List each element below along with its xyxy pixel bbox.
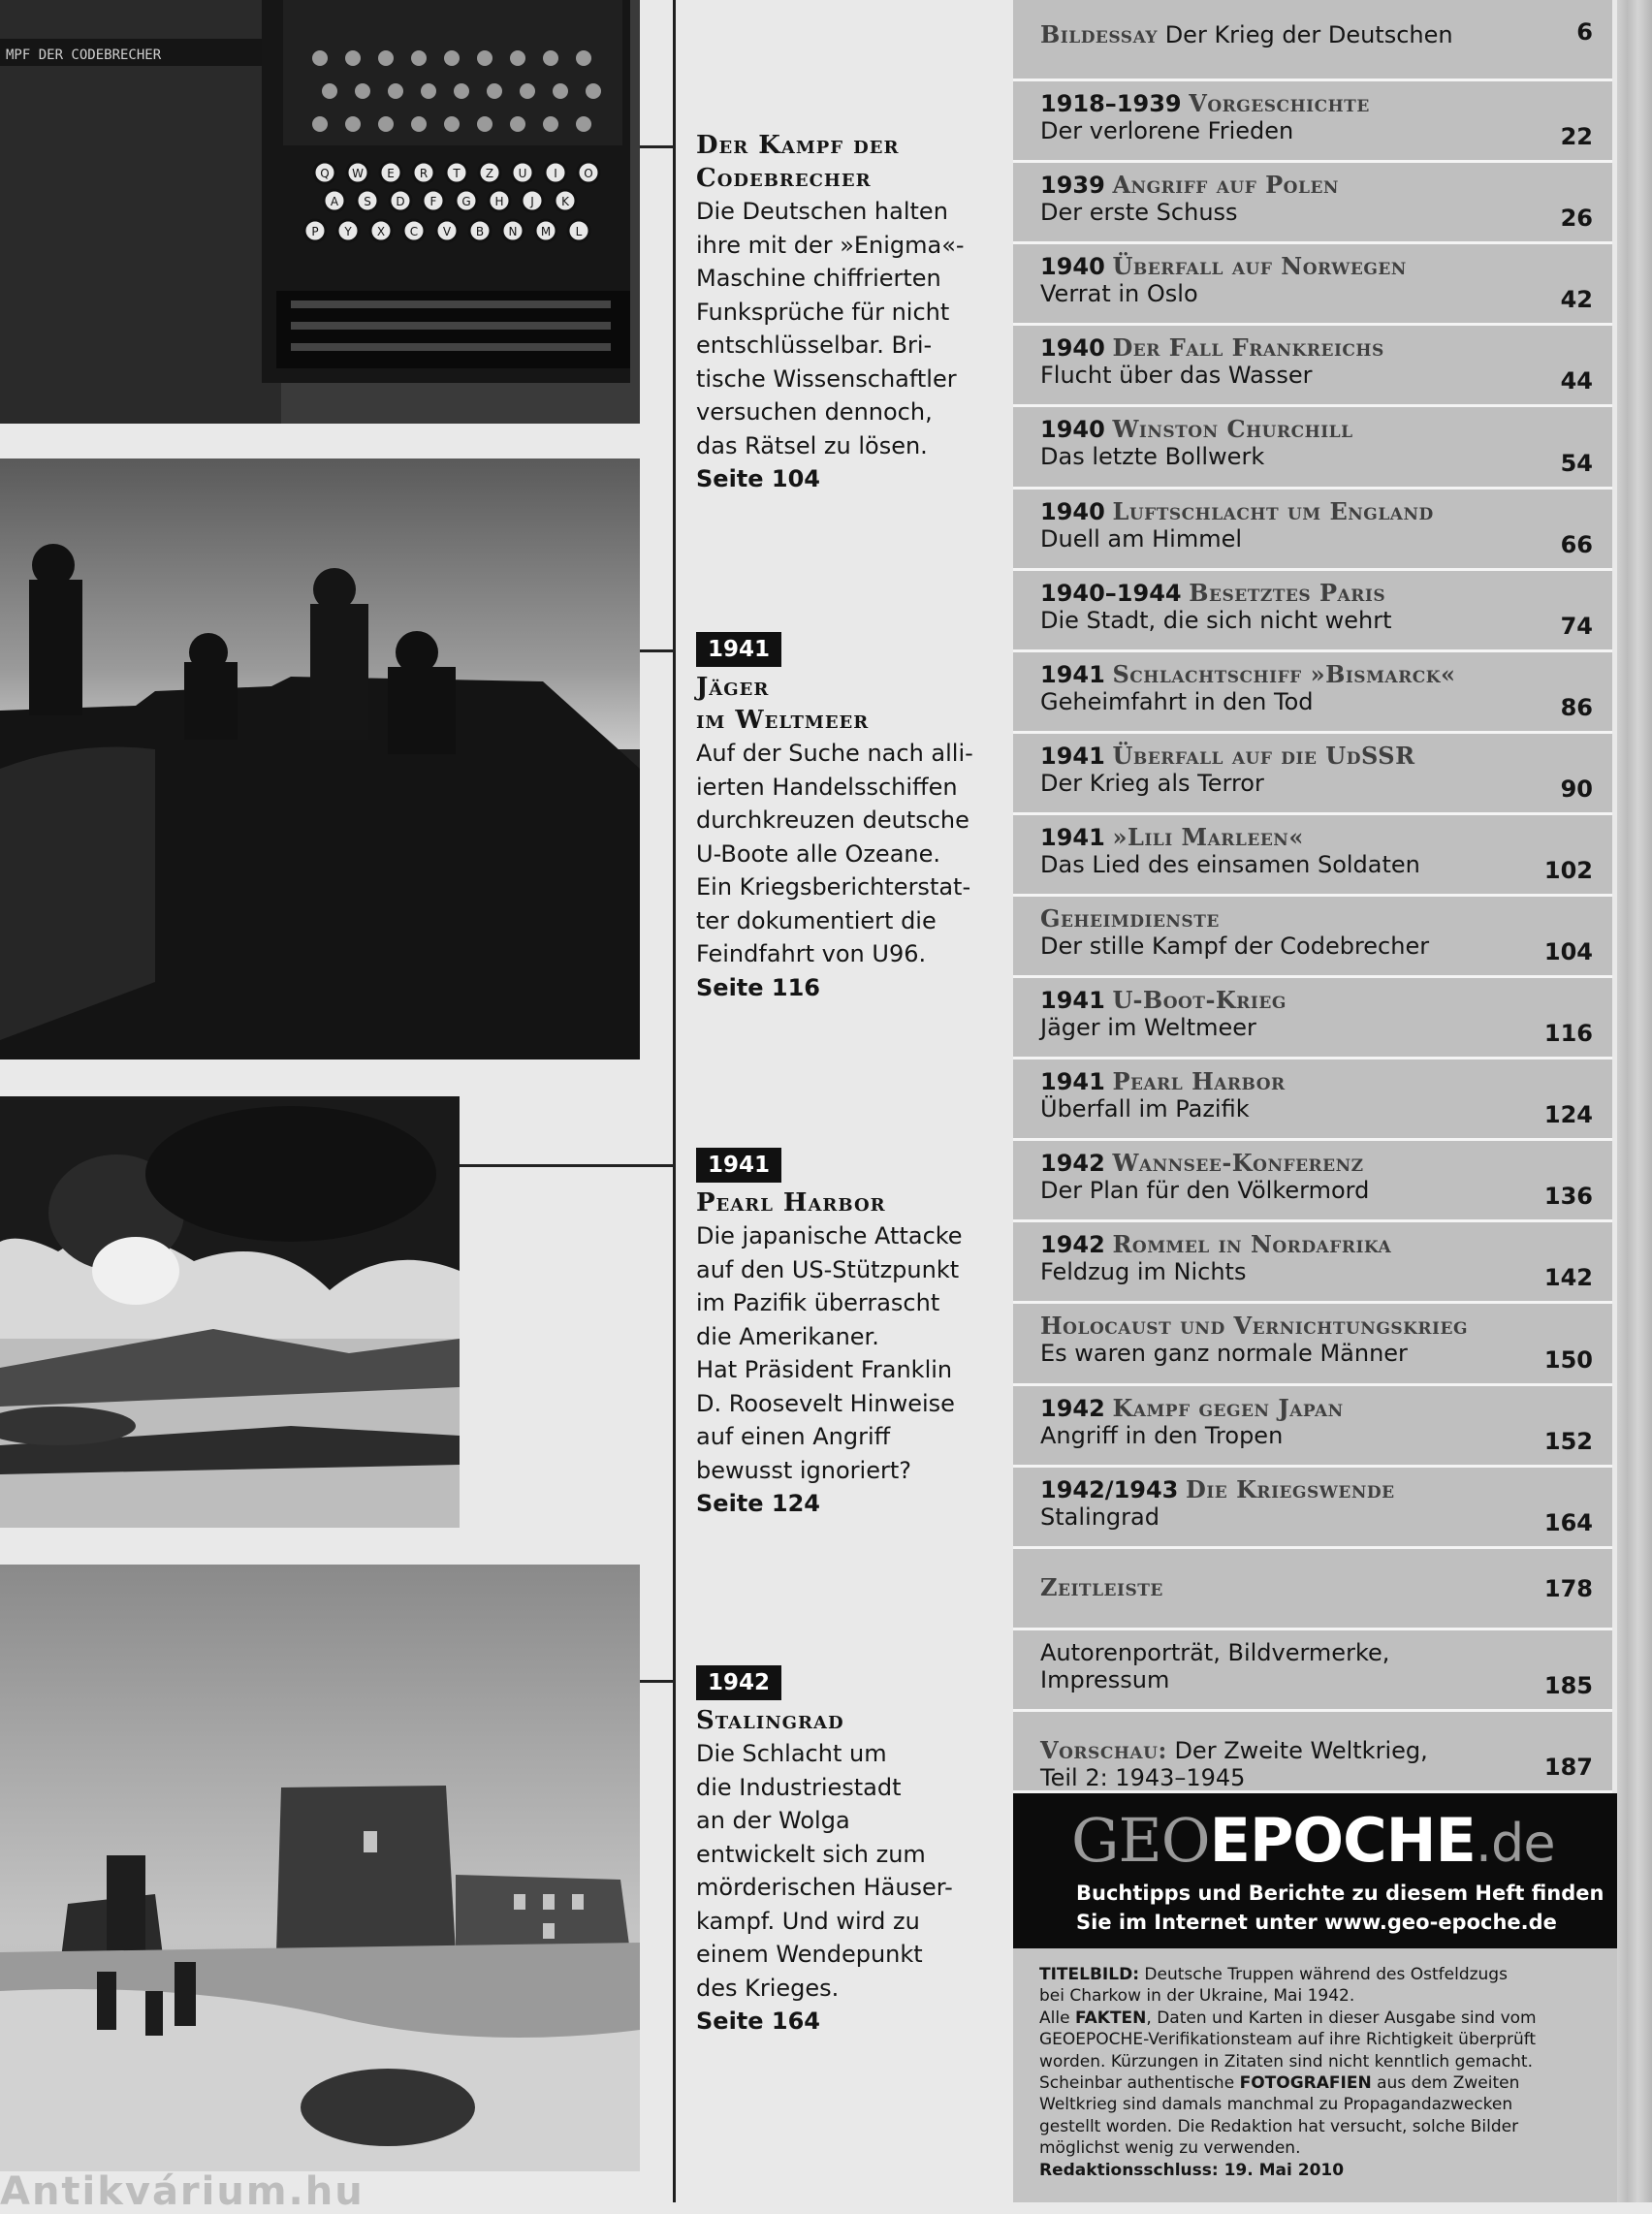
toc-subtitle: Jäger im Weltmeer	[1040, 1014, 1256, 1042]
enigma-key-label: K	[561, 195, 569, 208]
toc-topic: Besetztes Paris	[1189, 578, 1386, 607]
toc-subtitle: Der erste Schuss	[1040, 199, 1238, 227]
enigma-key-label: H	[494, 195, 504, 208]
enigma-key-label: N	[508, 225, 518, 238]
caption-year-badge: 1941	[696, 1148, 781, 1183]
enigma-key-label: Q	[320, 167, 330, 180]
enigma-lamp	[487, 83, 502, 99]
caption-year-badge: 1942	[696, 1665, 781, 1700]
toc-subtitle: Der stille Kampf der Codebrecher	[1040, 933, 1430, 960]
toc-topic: »Lili Marleen«	[1112, 822, 1304, 851]
titelbild-text: Deutsche Truppen während des Ostfeldzugs bei Charkow in der Ukraine, Mai 1942.	[1039, 1965, 1508, 2007]
caption-page-ref: Seite 116	[696, 973, 820, 1001]
enigma-key-label: G	[461, 195, 471, 208]
toc-topic: Geheimdienste	[1040, 904, 1220, 933]
caption-body: Die Schlacht um die Industriestadt an der Wolga entwickelt sich zum mörderischen Häuser- kampf. Und wird zu einem Wendepunkt des Krieges.	[696, 1740, 953, 2002]
caption-title: Pearl Harbor	[696, 1188, 886, 1218]
toc-entry	[1013, 1468, 1612, 1549]
enigma-lamp	[388, 83, 403, 99]
toc-year: 1918–1939	[1040, 90, 1182, 118]
caption-body: Auf der Suche nach alli- ierten Handelsschiffen durchkreuzen deutsche U-Boote alle Ozeane. Ein Kriegsberichterstat- ter dokumentiert die Feindfahrt von U96.	[696, 740, 973, 967]
enigma-key-label: Z	[485, 167, 494, 180]
caption-codebrecher	[696, 129, 977, 496]
connector-line	[640, 649, 675, 652]
enigma-lamp	[477, 50, 492, 66]
enigma-key-label: P	[311, 225, 319, 238]
toc-topic: Überfall auf die UdSSR	[1112, 741, 1415, 770]
table-edge	[1617, 0, 1652, 2202]
enigma-key-label: D	[396, 195, 405, 208]
toc-page-number: 54	[1560, 449, 1593, 477]
caption-page-ref: Seite 124	[696, 1490, 820, 1517]
toc-page-number: 164	[1543, 1508, 1593, 1536]
enigma-lamp	[312, 50, 328, 66]
enigma-lamp	[543, 50, 558, 66]
toc-entry	[1013, 1060, 1612, 1141]
toc-topic: Pearl Harbor	[1112, 1067, 1286, 1096]
toc-page-number: 187	[1543, 1753, 1593, 1781]
enigma-key-label: L	[575, 225, 583, 238]
toc-page-number: 86	[1560, 693, 1593, 721]
toc-subtitle: Stalingrad	[1040, 1502, 1160, 1531]
connector-line	[640, 145, 675, 148]
toc-topic: U-Boot-Krieg	[1112, 986, 1287, 1015]
toc-page-number: 185	[1543, 1671, 1593, 1699]
toc-subtitle: Angriff in den Tropen	[1040, 1421, 1284, 1449]
caption-body: Die japanische Attacke auf den US-Stützpunkt im Pazifik überrascht die Amerikaner. Hat Präsident Franklin D. Roosevelt Hinweise auf einen Angriff bewusst ignoriert?	[696, 1222, 963, 1484]
toc-subtitle: Es waren ganz normale Männer	[1040, 1340, 1408, 1368]
enigma-key-label: U	[518, 167, 527, 180]
toc-year: 1939	[1040, 172, 1105, 200]
toc-year: 1942	[1040, 1150, 1105, 1178]
toc-entry	[1013, 244, 1612, 326]
enigma-lamp	[444, 50, 460, 66]
redaktionsschluss: Redaktionsschluss: 19. Mai 2010	[1039, 2160, 1345, 2180]
toc-year: 1942	[1040, 1394, 1105, 1422]
toc-entry	[1013, 1141, 1612, 1222]
toc-subtitle: Der Plan für den Völkermord	[1040, 1177, 1370, 1205]
toc-topic: Rommel in Nordafrika	[1112, 1230, 1392, 1259]
enigma-lamp	[477, 116, 492, 132]
toc-year: 1941	[1040, 1068, 1105, 1096]
toc-subtitle: Das Lied des einsamen Soldaten	[1040, 850, 1420, 878]
toc-page-number: 90	[1560, 775, 1593, 803]
toc-entry	[1013, 1712, 1612, 1793]
toc-year: 1942	[1040, 1231, 1105, 1259]
stalingrad-photo	[0, 1565, 640, 2171]
foto-text: aus dem Zweiten Weltkrieg sind damals manchmal zu Propagandazwecken gestellt worden. Die Redaktion hat versucht, solche Bilder möglichst wenig zu verwenden.	[1039, 2073, 1520, 2159]
toc-year: 1941	[1040, 742, 1105, 770]
toc-year: 1941	[1040, 987, 1105, 1015]
enigma-lamp	[510, 116, 525, 132]
toc-topic: Die Kriegswende	[1186, 1474, 1395, 1503]
enigma-lamp	[355, 83, 370, 99]
enigma-key-label: S	[364, 195, 371, 208]
toc-entry	[1013, 897, 1612, 978]
caption-page-ref: Seite 104	[696, 465, 820, 492]
fakten-label: FAKTEN	[1074, 2008, 1147, 2028]
enigma-lamp	[454, 83, 469, 99]
enigma-key-label: E	[387, 167, 395, 180]
toc-topic: Der Fall Frankreichs	[1112, 333, 1384, 363]
toc-entry	[1013, 1304, 1612, 1385]
enigma-lamp	[576, 116, 591, 132]
geo-banner-text: Buchtipps und Berichte zu diesem Heft finden Sie im Internet unter www.geo-epoche.de	[1076, 1882, 1604, 1934]
toc-subtitle: Autorenporträt, Bildvermerke, Impressum	[1040, 1638, 1390, 1693]
toc-subtitle: Flucht über das Wasser	[1040, 362, 1313, 390]
connector-line	[640, 1680, 675, 1683]
enigma-key-label: X	[376, 225, 386, 238]
toc-page-number: 6	[1576, 18, 1593, 47]
toc-entry	[1013, 326, 1612, 407]
enigma-lamp	[543, 116, 558, 132]
enigma-lamp	[576, 50, 591, 66]
toc-page-number: 66	[1560, 530, 1593, 558]
uboat-photo	[0, 459, 640, 1060]
toc-entry	[1013, 571, 1612, 652]
caption-title: Stalingrad	[696, 1706, 844, 1735]
geo-epoche-logo: GEOEPOCHE.de	[1071, 1805, 1555, 1876]
toc-entry	[1013, 407, 1612, 489]
enigma-key-label: V	[442, 225, 452, 238]
toc-entry	[1013, 815, 1612, 897]
toc-topic: Kampf gegen Japan	[1112, 1393, 1344, 1422]
enigma-key-label: I	[554, 167, 557, 180]
enigma-lamp	[378, 116, 394, 132]
enigma-lamp	[553, 83, 568, 99]
enigma-lamp	[444, 116, 460, 132]
toc-page-number: 116	[1543, 1020, 1593, 1048]
toc-subtitle: Feldzug im Nichts	[1040, 1258, 1247, 1286]
toc-subtitle: Geheimfahrt in den Tod	[1040, 687, 1314, 715]
toc-subtitle: Der Krieg der Deutschen	[1164, 21, 1453, 49]
toc-page-number: 152	[1543, 1427, 1593, 1455]
toc-entry	[1013, 1222, 1612, 1304]
toc-subtitle: Verrat in Oslo	[1040, 280, 1198, 308]
toc-topic: Vorgeschichte	[1189, 89, 1370, 118]
toc-subtitle: Der verlorene Frieden	[1040, 117, 1294, 145]
enigma-key-label: O	[584, 167, 593, 180]
toc-topic: Angriff auf Polen	[1112, 171, 1339, 200]
toc-subtitle: Der Krieg als Terror	[1040, 769, 1264, 797]
toc-page-number: 136	[1543, 1183, 1593, 1211]
connector-line	[460, 1164, 675, 1167]
toc-topic: Überfall auf Norwegen	[1112, 252, 1407, 281]
enigma-lamp	[510, 50, 525, 66]
toc-year: 1940	[1040, 253, 1105, 281]
enigma-lamp	[421, 83, 436, 99]
toc-year: 1941	[1040, 823, 1105, 851]
caption-year-badge: 1941	[696, 632, 781, 667]
enigma-lamp	[411, 116, 427, 132]
toc-topic: Vorschau:	[1040, 1735, 1167, 1764]
caption-page-ref: Seite 164	[696, 2008, 820, 2035]
toc-year: 1940–1944	[1040, 579, 1182, 607]
toc-topic: Holocaust und Vernichtungskrieg	[1040, 1312, 1468, 1341]
caption-body: Die Deutschen halten ihre mit der »Enigma«- Maschine chiffrierten Funksprüche für nicht entschlüsselbar. Bri- tische Wissenschaftler versuchen dennoch, das Rätsel zu lösen.	[696, 198, 965, 459]
enigma-lamp	[312, 116, 328, 132]
toc-page-number: 104	[1543, 938, 1593, 966]
enigma-key-label: F	[429, 195, 437, 208]
toc-entry	[1013, 163, 1612, 244]
toc-page-number: 74	[1560, 612, 1593, 640]
caption-pearl-harbor	[696, 1148, 977, 1521]
enigma-lamp	[322, 83, 337, 99]
fakten-pre: Alle	[1039, 2008, 1075, 2028]
toc-topic: Bildessay	[1040, 20, 1159, 49]
toc-year: 1941	[1040, 660, 1105, 688]
table-of-contents	[1013, 0, 1612, 1793]
toc-page-number: 44	[1560, 367, 1593, 395]
timeline-line	[673, 0, 676, 2202]
enigma-key-label: R	[419, 167, 429, 180]
toc-page-number: 124	[1543, 1101, 1593, 1129]
toc-subtitle: Die Stadt, die sich nicht wehrt	[1040, 606, 1392, 634]
toc-subtitle: Der Zweite Weltkrieg, Teil 2: 1943–1945	[1040, 1736, 1428, 1791]
enigma-lamp	[345, 50, 361, 66]
caption-title: Jäger im Weltmeer	[696, 673, 870, 735]
toc-page-number: 42	[1560, 286, 1593, 314]
titelbild-label: TITELBILD:	[1039, 1965, 1139, 1984]
caption-weltmeer	[696, 632, 977, 1004]
toc-topic: Luftschlacht um England	[1112, 496, 1434, 525]
enigma-label: MPF DER CODEBRECHER	[6, 47, 162, 63]
enigma-photo	[0, 0, 640, 424]
toc-page-number: 178	[1543, 1574, 1593, 1602]
toc-entry	[1013, 1386, 1612, 1468]
toc-topic: Zeitleiste	[1040, 1572, 1163, 1601]
toc-year: 1942/1943	[1040, 1475, 1179, 1503]
toc-entry	[1013, 978, 1612, 1060]
toc-entry	[1013, 734, 1612, 815]
toc-entry	[1013, 0, 1612, 81]
toc-entry	[1013, 652, 1612, 734]
credits-box	[1013, 1948, 1617, 2202]
toc-entry	[1013, 490, 1612, 571]
enigma-key-label: C	[409, 225, 419, 238]
enigma-key-label: M	[540, 225, 552, 238]
toc-page-number: 150	[1543, 1345, 1593, 1374]
toc-entry	[1013, 1549, 1612, 1630]
toc-page-number: 22	[1560, 123, 1593, 151]
toc-entry	[1013, 81, 1612, 163]
fakten-text: , Daten und Karten in dieser Ausgabe sind vom GEOEPOCHE-Verifikationsteam auf ihre Richtigkeit überprüft worden. Kürzungen in Zitaten sind nicht kenntlich gemacht. Scheinbar authentische	[1039, 2008, 1537, 2094]
toc-page-number: 26	[1560, 205, 1593, 233]
toc-entry	[1013, 1630, 1612, 1712]
toc-page-number: 102	[1543, 856, 1593, 884]
geo-epoche-banner	[1013, 1793, 1617, 1948]
toc-topic: Winston Churchill	[1112, 415, 1353, 444]
watermark: Antikvárium.hu	[0, 2169, 365, 2214]
enigma-lamp	[586, 83, 601, 99]
enigma-key-label: T	[453, 167, 461, 180]
toc-year: 1940	[1040, 416, 1105, 444]
foto-label: FOTOGRAFIEN	[1239, 2073, 1372, 2094]
enigma-lamp	[345, 116, 361, 132]
toc-topic: Schlachtschiff »Bismarck«	[1112, 659, 1456, 688]
toc-year: 1940	[1040, 334, 1105, 363]
pearl-harbor-photo	[0, 1096, 460, 1528]
toc-subtitle: Überfall im Pazifik	[1040, 1095, 1250, 1123]
caption-title: Der Kampf der Codebrecher	[696, 131, 900, 193]
enigma-key-label: A	[330, 195, 339, 208]
enigma-lamp	[411, 50, 427, 66]
toc-year: 1940	[1040, 497, 1105, 525]
enigma-key-label: B	[475, 225, 485, 238]
toc-subtitle: Das letzte Bollwerk	[1040, 443, 1265, 471]
caption-stalingrad	[696, 1665, 977, 2039]
enigma-key-label: Y	[344, 225, 352, 238]
enigma-lamp	[378, 50, 394, 66]
toc-topic: Wannsee-Konferenz	[1112, 1149, 1364, 1178]
toc-subtitle: Duell am Himmel	[1040, 524, 1243, 553]
enigma-lamp	[520, 83, 535, 99]
enigma-key-label: W	[352, 167, 364, 180]
toc-page-number: 142	[1543, 1264, 1593, 1292]
enigma-key-label: J	[530, 195, 534, 208]
